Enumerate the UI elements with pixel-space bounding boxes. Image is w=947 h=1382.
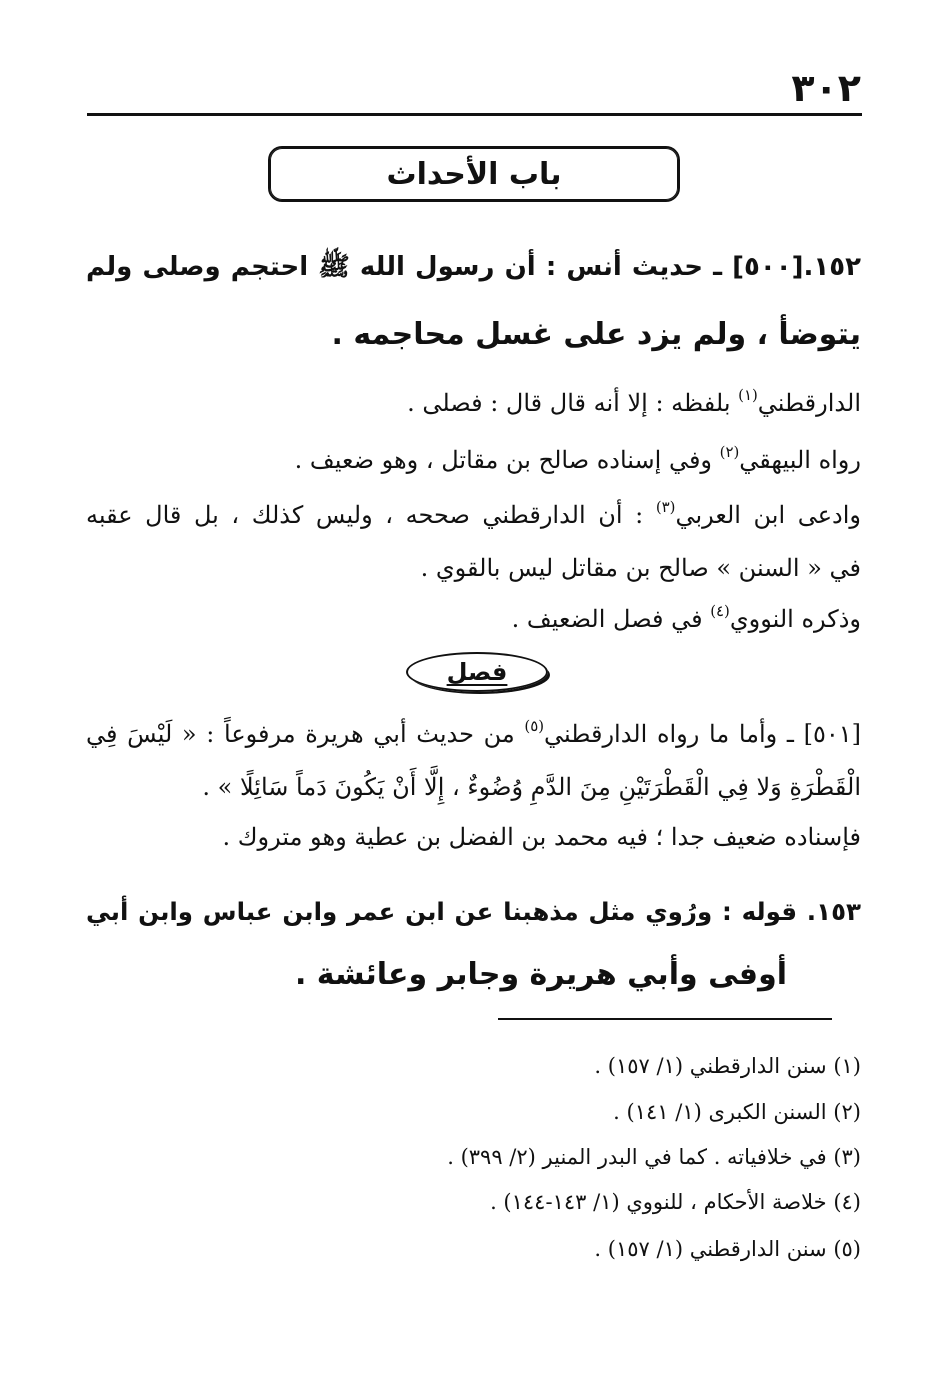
footnote-ref-2: (٢)	[719, 442, 740, 461]
commentary-text: في فصل الضعيف .	[511, 605, 711, 633]
commentary-paragraph-3	[86, 496, 861, 534]
footnote-4: (٤) خلاصة الأحكام ، للنووي (١/ ١٤٣-١٤٤) .	[490, 1190, 861, 1214]
commentary-text: وادعى ابن العربي	[675, 501, 861, 529]
footnote-1: (١) سنن الدارقطني (١/ ١٥٧) .	[594, 1054, 861, 1078]
entry-501-line-3: فإسناده ضعيف جدا ؛ فيه محمد بن الفضل بن عطية وهو متروك .	[222, 823, 861, 851]
footnote-2: (٢) السنن الكبرى (١/ ١٤١) .	[613, 1100, 861, 1124]
entry-501-line-2: الْقَطْرَةِ وَلا فِي الْقَطْرَتَيْنِ مِنَ الدَّمِ وُضُوءٌ ، إِلَّا أَنْ يَكُونَ دَماً سَائِلًا » .	[202, 773, 861, 801]
footnote-ref-3: (٣)	[655, 497, 676, 516]
commentary-text: رواه البيهقي	[739, 446, 861, 474]
chapter-title: باب الأحداث	[386, 156, 562, 192]
header-rule	[87, 113, 862, 116]
commentary-text: : أن الدارقطني صححه ، وليس كذلك ، بل قال عقبه	[86, 501, 656, 529]
section-heading-label: فصل	[446, 658, 508, 686]
hadith-152-line-1: ١٥٢.[٥٠٠] ـ حديث أنس : أن رسول الله ﷺ احتجم وصلى ولم	[86, 252, 861, 282]
commentary-text: وذكره النووي	[729, 605, 861, 633]
chapter-title-box	[268, 146, 680, 202]
entry-text: [٥٠١] ـ وأما ما رواه الدارقطني	[544, 720, 862, 748]
footnote-5: (٥) سنن الدارقطني (١/ ١٥٧) .	[594, 1237, 861, 1261]
commentary-text: بلفظه : إلا أنه قال قال : فصلى .	[407, 389, 739, 417]
footnote-ref-1: (١)	[738, 385, 758, 404]
hadith-152-line-2: يتوضأ ، ولم يزد على غسل محاجمه .	[331, 317, 861, 352]
commentary-text: وفي إسناده صالح بن مقاتل ، وهو ضعيف .	[294, 446, 720, 474]
hadith-153-line-1: ١٥٣. قوله : ورُوي مثل مذهبنا عن ابن عمر وابن عباس وابن أبي	[86, 897, 861, 926]
entry-501-line-1	[86, 715, 861, 753]
hadith-153-line-2: أوفى وأبي هريرة وجابر وعائشة .	[294, 957, 787, 992]
page-number: ٣٠٢	[791, 66, 861, 110]
commentary-paragraph-1	[407, 384, 861, 422]
commentary-paragraph-2	[295, 441, 861, 479]
entry-text: من حديث أبي هريرة مرفوعاً : « لَيْسَ فِي	[86, 720, 525, 748]
footnote-3: (٣) في خلافياته . كما في البدر المنير (٢/ ٣٩٩) .	[447, 1145, 861, 1169]
commentary-paragraph-4: في « السنن » صالح بن مقاتل ليس بالقوي .	[420, 554, 861, 582]
footnote-ref-5: (٥)	[524, 716, 545, 735]
commentary-paragraph-5	[512, 600, 861, 638]
footnote-ref-4: (٤)	[710, 601, 730, 620]
section-heading-fasl	[406, 652, 548, 692]
commentary-text: الدارقطني	[757, 389, 861, 417]
footnote-separator	[498, 1018, 832, 1020]
